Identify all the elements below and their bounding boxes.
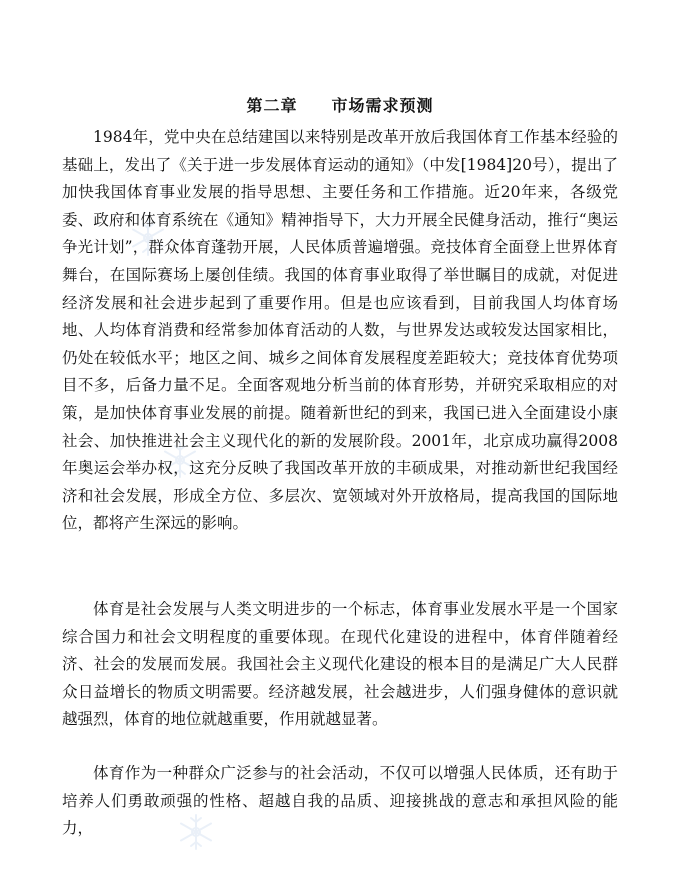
paragraph-3: 体育作为一种群众广泛参与的社会活动，不仅可以增强人民体质，还有助于培养人们勇敢顽强的性格、超越自我的品质、迎接挑战的意志和承担风险的能力， xyxy=(62,764,618,838)
paragraph-1: 1984年，党中央在总结建国以来特别是改革开放后我国体育工作基本经验的基础上，发出了《关于进一步发展体育运动的通知》（中发[1984]20号），提出了加快我国体育事业发展的指导思想、主要任务和工作措施。近20年来，各级党委、政府和体育系统在《通知》精神指导下，大力开展全民健身活动，推行“奥运争光计划”，群众体育蓬勃开展，人民体质普遍增强。竞技体育全面登上世界体育舞台，在国际赛场上屡创佳绩。我国的体育事业取得了举世瞩目的成就，对促进经济发展和社会进步起到了重要作用。但是也应该看到，目前我国人均体育场地、人均体育消费和经常参加体育活动的人数，与世界发达或较发达国家相比，仍处在较低水平；地区之间、城乡之间体育发展程度差距较大；竞技体育优势项目不多，后备力量不足。全面客观地分析当前的体育形势，并研究采取相应的对策，是加快体育事业发展的前提。随着新世纪的到来，我国已进入全面建设小康社会、加快推进社会主义现代化的新的发展阶段。2001年，北京成功赢得2008年奥运会举办权，这充分反映了我国改革开放的丰硕成果，对推动新世纪我国经济和社会发展，形成全方位、多层次、宽领域对外开放格局，提高我国的国际地位，都将产生深远的影响。 xyxy=(62,128,618,533)
paragraph-2: 体育是社会发展与人类文明进步的一个标志，体育事业发展水平是一个国家综合国力和社会文明程度的重要体现。在现代化建设的进程中，体育伴随着经济、社会的发展而发展。我国社会主义现代化建设的根本目的是满足广大人民群众日益增长的物质文明需要。经济越发展，社会越进步，人们强身健体的意识就越强烈，体育的地位就越重要，作用就越显著。 xyxy=(62,600,618,729)
chapter-title: 第二章 市场需求预测 xyxy=(246,95,434,115)
